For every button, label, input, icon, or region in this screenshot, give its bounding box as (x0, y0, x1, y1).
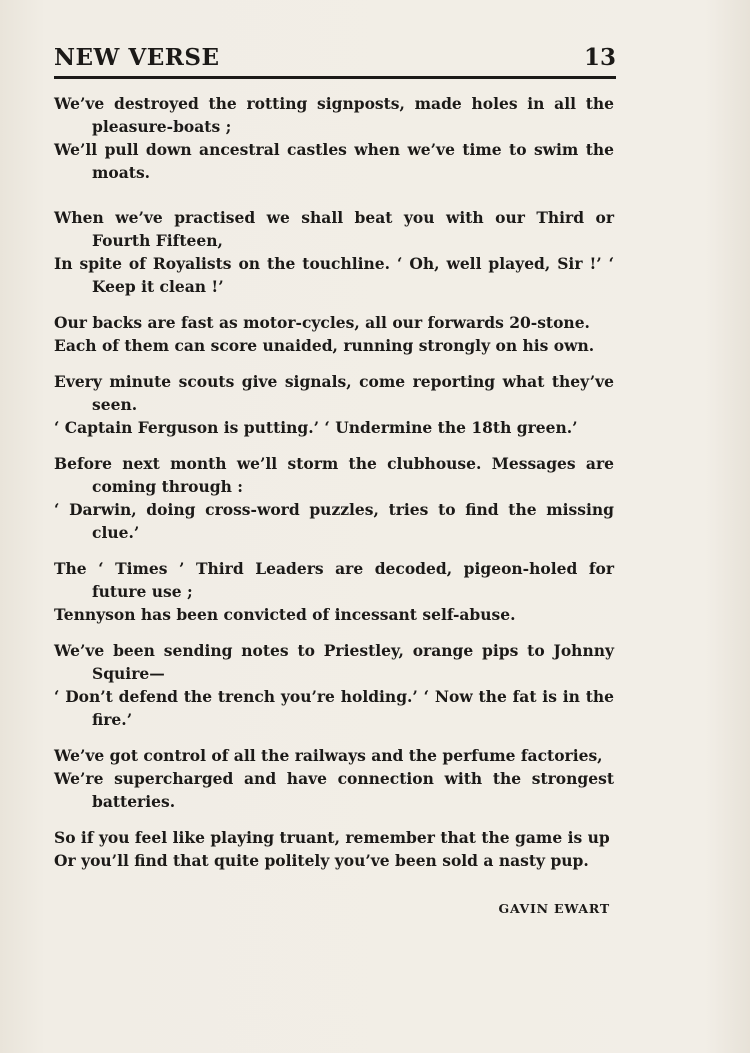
poem-line: Every minute scouts give signals, come reporting what they’ve seen. (54, 372, 614, 414)
poem-line: The ‘ Times ’ Third Leaders are decoded, pigeon-holed for future use ; (54, 559, 614, 601)
poem-line: In spite of Royalists on the touchline. ‘ Oh, well played, Sir !’ ‘ Keep it clean !’ (54, 254, 614, 296)
stanza-break (54, 544, 614, 557)
poem-line: ‘ Darwin, doing cross-word puzzles, tries to find the missing clue.’ (54, 500, 614, 542)
poem-line: Before next month we’ll storm the clubhouse. Messages are coming through : (54, 454, 614, 496)
stanza-break (54, 439, 614, 452)
stanza-break (54, 813, 614, 826)
poem-line: So if you feel like playing truant, remember that the game is up (54, 828, 610, 847)
stanza-break (54, 626, 614, 639)
poem-line: Tennyson has been convicted of incessant self-abuse. (54, 605, 516, 624)
poem-line: Our backs are fast as motor-cycles, all our forwards 20-stone. (54, 313, 590, 332)
stanza-break (54, 298, 614, 311)
poem-line: When we’ve practised we shall beat you with our Third or Fourth Fifteen, (54, 208, 614, 250)
poem-line: We’re supercharged and have connection with the strongest batteries. (54, 769, 614, 811)
poem-line: Or you’ll find that quite politely you’ve been sold a nasty pup. (54, 851, 589, 870)
stanza-break (54, 184, 614, 206)
poem-body (54, 92, 614, 872)
poem-line: ‘ Don’t defend the trench you’re holding.’ ‘ Now the fat is in the fire.’ (54, 687, 614, 729)
poem-line: We’ve got control of all the railways and the perfume factories, (54, 746, 603, 765)
poem-line: ‘ Captain Ferguson is putting.’ ‘ Undermine the 18th green.’ (54, 418, 578, 437)
stanza-break (54, 731, 614, 744)
header-rule (54, 76, 616, 79)
poem-line: We’ve been sending notes to Priestley, orange pips to Johnny Squire— (54, 641, 614, 683)
running-title: NEW VERSE (54, 44, 220, 71)
poem-line: Each of them can score unaided, running strongly on his own. (54, 336, 595, 355)
author-signature: GAVIN EWART (498, 901, 610, 916)
page-number: 13 (583, 44, 616, 71)
poem-line: We’ll pull down ancestral castles when we’ve time to swim the moats. (54, 140, 614, 182)
poem-line: We’ve destroyed the rotting signposts, made holes in all the pleasure-boats ; (54, 94, 614, 136)
stanza-break (54, 357, 614, 370)
page-header (54, 44, 616, 76)
